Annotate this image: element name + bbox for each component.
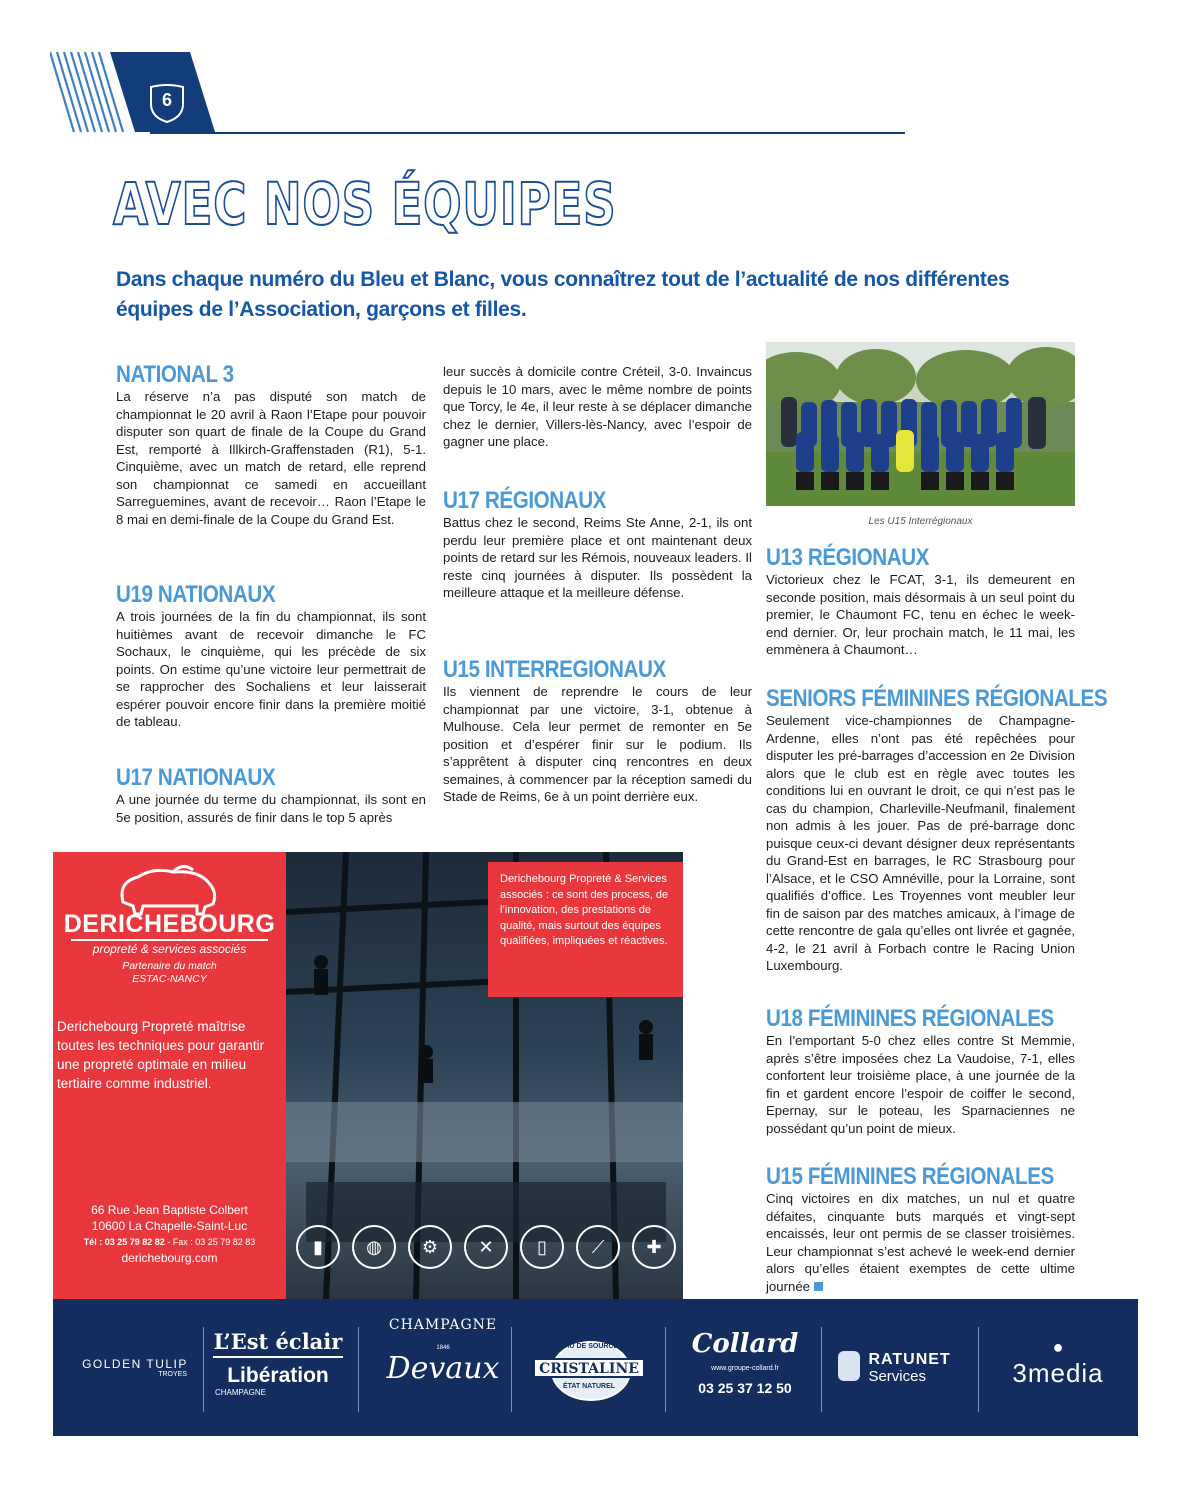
header-band [50, 52, 220, 134]
section-title: U15 INTERREGIONAUX [443, 656, 666, 683]
sponsor-divider [665, 1327, 666, 1412]
ratunet-mascot-icon [838, 1351, 860, 1381]
section-title: NATIONAL 3 [116, 361, 234, 388]
ad-info-box: Derichebourg Propreté & Services associés : ce sont des process, de l’innovation, des prestations de qualité, mais surtout des équipes qualifiées, impliquées et réactives. [488, 862, 683, 997]
ad-red-panel [53, 852, 286, 1299]
team-photo [766, 342, 1075, 506]
section-title: U15 FÉMININES RÉGIONALES [766, 1163, 1054, 1190]
end-square-icon [814, 1282, 823, 1291]
ad-tel: Tél : 03 25 79 82 82 [83, 1237, 165, 1247]
section-body: Seulement vice-championnes de Champagne-Ardenne, elles n’ont pas été repêchées pour disputer les pré-barrages d’accession en 2e Division alors que le club est en règle avec toutes les conditions lui en ouvrant le droit, ce qui n’est pas le cas du champion, Charleville-Neufmanil, finalement non admis à les jouer. Pas de pré-barrage donc puisque ceux-ci devant désigner deux représentants du Grand-Est en barrages, le RC Strasbourg pour l’Alsace, et le CSO Amnéville, pour la Lorraine, sont qualifiés d’office. Les Troyennes vont meubler leur fin de saison par des matches amicaux, à l’image de cette rencontre de gala qu’elles ont livrée et gagnée, 4-2, le 21 avril à Forbach contre le Racing Union Luxembourg. [766, 713, 1075, 973]
section-title: SENIORS FÉMININES RÉGIONALES [766, 685, 1108, 712]
ad-brand: DERICHEBOURG [63, 910, 276, 938]
section-title: U17 NATIONAUX [116, 764, 276, 791]
ad-icon-row [296, 1225, 676, 1269]
devaux-name: Devaux [386, 1351, 500, 1386]
champagne-label: CHAMPAGNE [388, 1317, 498, 1333]
sponsor-golden-tulip[interactable] [65, 1357, 205, 1378]
sponsor-collard[interactable] [675, 1329, 815, 1396]
ad-address1: 66 Rue Jean Baptiste Colbert [91, 1203, 248, 1217]
section-body: La réserve n’a pas disputé son match de championnat le 20 avril à Raon l’Etape pour pouvoir disputer son quart de finale de la Coupe du Grand Est, remporté à Illkirch-Graffenstaden (R1), 5-1. Cinquième, avec un match de retard, elle reprend son championnat ce samedi en accueillant Sarreguemines, avant de recevoir… Raon l’Etape le 8 mai en demi-finale de la Coupe du Grand Est. [116, 389, 426, 527]
section-u17-nationaux [116, 765, 426, 826]
golden-tulip-name: GOLDEN TULIP [82, 1357, 188, 1371]
ad-phone [53, 1234, 286, 1250]
sponsor-cristaline[interactable] [533, 1341, 645, 1397]
collard-name: Collard [691, 1329, 799, 1359]
ratunet-name: RATUNET [868, 1351, 951, 1368]
ad-contact [53, 1202, 286, 1266]
ad-partner-line1: Partenaire du match [122, 960, 217, 972]
ratunet-text [868, 1351, 950, 1384]
ad-website[interactable]: derichebourg.com [121, 1251, 218, 1265]
sponsor-divider [358, 1327, 359, 1412]
golden-tulip-sub: TROYES [158, 1371, 187, 1378]
sponsor-divider [511, 1327, 512, 1412]
team-photo-illustration [766, 342, 1075, 506]
page-title: AVEC NOS ÉQUIPES [113, 170, 617, 238]
sponsor-est-eclair[interactable] [213, 1329, 343, 1397]
sponsor-devaux[interactable] [368, 1317, 518, 1386]
bison-logo-icon [113, 862, 223, 917]
ratunet-sub: Services [868, 1368, 926, 1385]
ad-pitch: Derichebourg Propreté maîtrise toutes les techniques pour garantir une propreté optimale en milieu tertiaire comme industriel. [57, 1019, 265, 1091]
section-body: A une journée du terme du championnat, ils sont en 5e position, assurés de finir dans le top 5 après [116, 792, 426, 825]
ad-partner-line2: ESTAC-NANCY [132, 973, 207, 985]
sponsor-ratunet[interactable] [838, 1351, 978, 1384]
squeegee-icon: ⟋ [576, 1225, 620, 1269]
ad-fax: - Fax : 03 25 79 82 83 [164, 1237, 256, 1247]
liberation-sub: CHAMPAGNE [215, 1388, 266, 1397]
collard-url: www.groupe-collard.fr [711, 1365, 779, 1372]
section-u18-feminines [766, 1006, 1075, 1137]
sponsor-bar [53, 1299, 1138, 1436]
section-body: Ils viennent de reprendre le cours de leur championnat par une victoire, 3-1, obtenue à Mulhouse. Cela leur permet de remonter en 5e position et d’espérer finir sur le podium. Ils s’apprêtent à disputer cinq rencontres en deux semaines, à commencer par la réception samedi du Stade de Reims, 6e à un point derrière eux. [443, 684, 752, 804]
3media-name: 3media [1012, 1358, 1104, 1388]
header-rule [150, 132, 905, 134]
section-seniors-feminines [766, 685, 1108, 975]
section-title: U13 RÉGIONAUX [766, 544, 930, 571]
sponsor-3media[interactable] [988, 1337, 1128, 1389]
tools-icon: ✕ [464, 1225, 508, 1269]
section-body-text: Cinq victoires en dix matches, un nul et quatre défaites, cinquante buts marqués et vingt-sept encaissés, leur ont permis de se classer troisièmes. Leur championnat s’est achevé le week-end dernier alors qu’elles étaient exemptes de cette ultime journée [766, 1191, 1075, 1294]
est-eclair-name: L’Est éclair [213, 1329, 343, 1358]
section-u15-feminines [766, 1164, 1075, 1295]
section-u15-interregionaux [443, 657, 752, 806]
vacuum-icon: ◍ [352, 1225, 396, 1269]
collard-phone: 03 25 37 12 50 [698, 1380, 792, 1396]
section-title: U17 RÉGIONAUX [443, 487, 607, 514]
section-title: U18 FÉMININES RÉGIONALES [766, 1005, 1054, 1032]
section-national3 [116, 362, 426, 528]
3media-logo-icon: ● [1052, 1337, 1064, 1357]
section-body [766, 1190, 1075, 1295]
bin-icon: ▯ [520, 1225, 564, 1269]
section-u19 [116, 582, 426, 731]
cristaline-name: CRISTALINE [533, 1358, 645, 1378]
ad-brand-rule [71, 939, 268, 941]
spray-bottle-icon: ▮ [296, 1225, 340, 1269]
section-title: U19 NATIONAUX [116, 581, 276, 608]
liberation-name: Libération [227, 1364, 329, 1387]
section-u17-nationaux-continued: leur succès à domicile contre Créteil, 3-0. Invaincus depuis le 10 mars, avec le même nombre de points que Torcy, le 4e, il leur reste à se déplacer dimanche chez le dernier, Villers-lès-Nancy, avec l’espoir de gagner une place. [443, 364, 752, 449]
ad-partner [53, 960, 286, 986]
ad-tagline: propreté & services associés [92, 942, 247, 956]
cristaline-top: EAU DE SOURCE [559, 1343, 619, 1350]
cristaline-bottom: ÉTAT NATUREL [562, 1383, 616, 1390]
page-number: 6 [161, 90, 172, 110]
derichebourg-ad [53, 852, 683, 1299]
section-body: Battus chez le second, Reims Ste Anne, 2-1, ils ont perdu leur première place et ont maintenant deux points de retard sur les Rémois, nouveaux leaders. Il reste cinq journées à disputer. Ils possèdent la meilleure attaque et la meilleure défense. [443, 515, 752, 600]
section-u13-regionaux [766, 545, 1075, 659]
section-body: Victorieux chez le FCAT, 3-1, ils demeurent en seconde position, mais désormais à un seul point du premier, le Chaumont FC, tenu en échec le week-end dernier. Or, leur prochain match, le 11 mai, les emmènera à Chaumont… [766, 572, 1075, 657]
ad-address2: 10600 La Chapelle-Saint-Luc [91, 1219, 248, 1233]
intro-text: Dans chaque numéro du Bleu et Blanc, vous connaîtrez tout de l’actualité de nos différentes équipes de l’Association, garçons et filles. [116, 268, 1010, 321]
devaux-year: 1846 [436, 1345, 450, 1351]
section-body: En l’emportant 5-0 chez elles contre St Memmie, après s’être imposées chez La Vaudoise, 7-1, elles confortent leur troisième place, à une journée de la fin et gardent encore l’espoir de coiffer le second, Epernay, sur le poteau, les Sparnaciennes ne possédant qu’un point de mieux. [766, 1033, 1075, 1136]
sponsor-divider [821, 1327, 822, 1412]
disinfectant-icon: ✚ [632, 1225, 676, 1269]
sponsor-divider [978, 1327, 979, 1412]
photo-caption: Les U15 Interrégionaux [868, 516, 973, 527]
forklift-icon: ⚙ [408, 1225, 452, 1269]
section-body: A trois journées de la fin du championnat, ils sont huitièmes avant de recevoir dimanche le FC Sochaux, le cinquième, qui les précède de six points. On estime qu’une victoire leur permettrait de se rapprocher des Sochaliens et leur laisserait espérer pouvoir encore finir dans la première moitié de tableau. [116, 609, 426, 729]
sponsor-divider [203, 1327, 204, 1412]
section-u17-regionaux [443, 488, 752, 602]
